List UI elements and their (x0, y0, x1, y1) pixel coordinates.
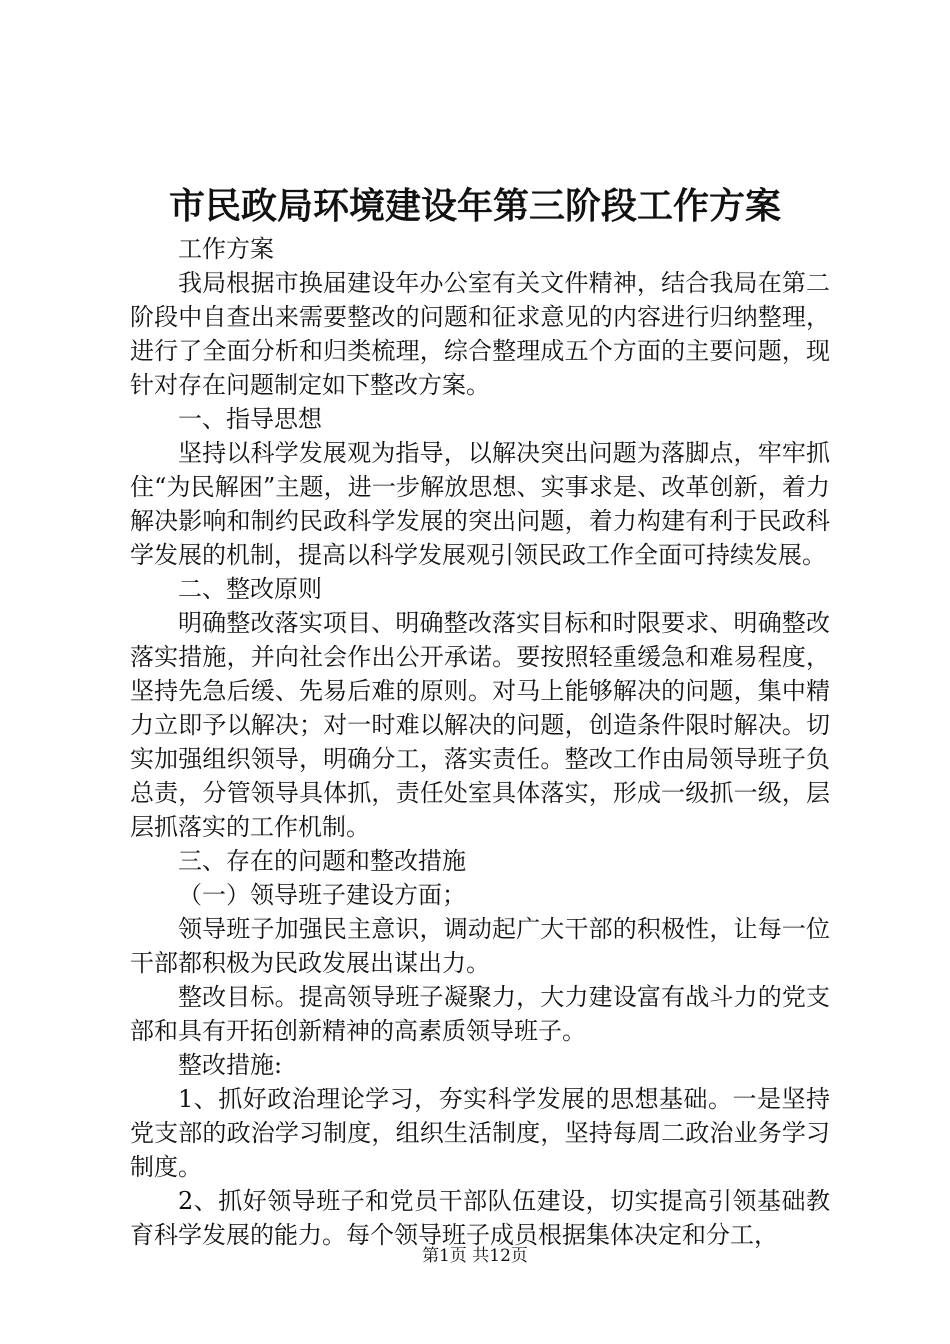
paragraph-measure-2: 2、抓好领导班子和党员干部队伍建设，切实提高引领基础教育科学发展的能力。每个领导班子成员根据集体决定和分工， (130, 1187, 830, 1249)
paragraph-leadership: 领导班子加强民主意识，调动起广大干部的积极性，让每一位干部都积极为民政发展出谋出力。 (130, 915, 830, 977)
subsection-heading-leadership: （一）领导班子建设方面； (178, 881, 466, 909)
document-title: 市民政局环境建设年第三阶段工作方案 (168, 185, 781, 227)
paragraph-guiding-thought: 坚持以科学发展观为指导，以解决突出问题为落脚点，牢牢抓住“为民解困”主题，进一步解放思想、实事求是、改革创新，着力解决影响和制约民政科学发展的突出问题，着力构建有利于民政科学发展的机制，提高以科学发展观引领民政工作全面可持续发展。 (130, 439, 830, 569)
page-footer: 第1页 共12页 (422, 1246, 528, 1266)
section-heading-problems: 三、存在的问题和整改措施 (178, 847, 466, 875)
section-heading-guiding-thought: 一、指导思想 (178, 405, 322, 433)
paragraph-measure-1: 1、抓好政治理论学习，夯实科学发展的思想基础。一是坚持党支部的政治学习制度，组织生活制度，坚持每周二政治业务学习制度。 (130, 1085, 830, 1181)
paragraph-principles: 明确整改落实项目、明确整改落实目标和时限要求、明确整改落实措施，并向社会作出公开承诺。要按照轻重缓急和难易程度，坚持先急后缓、先易后难的原则。对马上能够解决的问题，集中精力立即予以解决；对一时难以解决的问题，创造条件限时解决。切实加强组织领导，明确分工，落实责任。整改工作由局领导班子负总责，分管领导具体抓，责任处室具体落实，形成一级抓一级，层层抓落实的工作机制。 (130, 609, 830, 841)
paragraph-subtitle: 工作方案 (178, 235, 274, 263)
paragraph-goal: 整改目标。提高领导班子凝聚力，大力建设富有战斗力的党支部和具有开拓创新精神的高素质领导班子。 (130, 983, 830, 1045)
section-heading-principles: 二、整改原则 (178, 575, 322, 603)
paragraph-measures-label: 整改措施: (178, 1051, 283, 1079)
paragraph-intro: 我局根据市换届建设年办公室有关文件精神，结合我局在第二阶段中自查出来需要整改的问题和征求意见的内容进行归纳整理，进行了全面分析和归类梳理，综合整理成五个方面的主要问题，现针对存在问题制定如下整改方案。 (130, 269, 830, 399)
document-body (130, 232, 830, 1252)
